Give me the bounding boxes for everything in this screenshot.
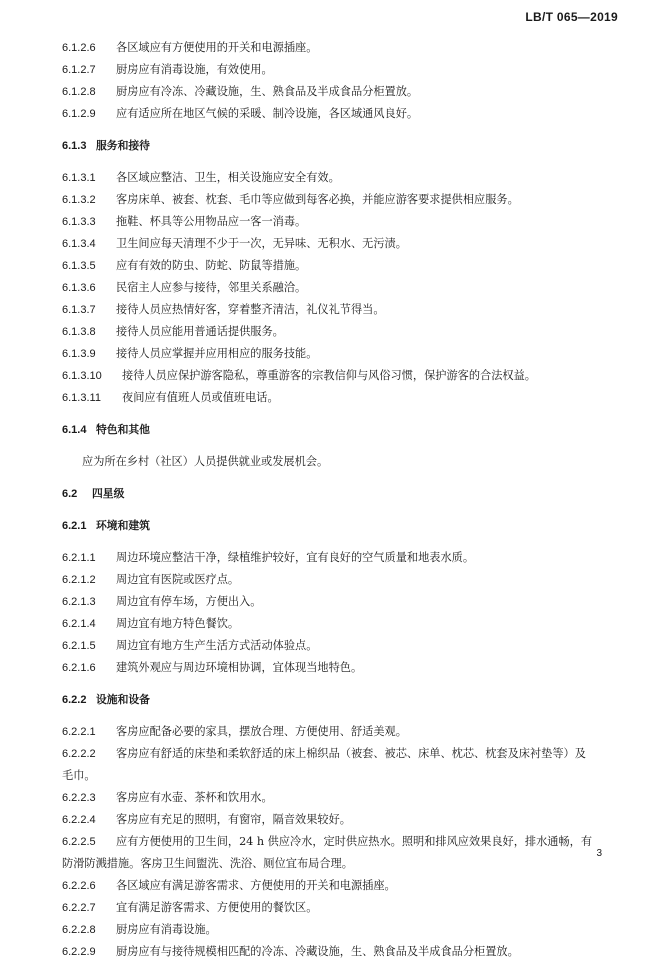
clause-item bbox=[62, 547, 622, 569]
clause-text: 接待人员应保护游客隐私，尊重游客的宗教信仰与风俗习惯，保护游客的合法权益。 bbox=[122, 369, 536, 382]
section-6-1-2-tail bbox=[62, 37, 622, 125]
clause-item bbox=[62, 941, 622, 963]
clause-item bbox=[62, 37, 622, 59]
clause-number: 6.1.2.7 bbox=[62, 64, 96, 76]
section-heading-6-1-4 bbox=[62, 419, 622, 441]
clause-text: 各区域应有满足游客需求、方便使用的开关和电源插座。 bbox=[116, 879, 396, 892]
clause-item bbox=[62, 277, 622, 299]
clause-number: 6.1.3.3 bbox=[62, 216, 96, 228]
section-6-2-2-items bbox=[62, 721, 622, 963]
clause-number: 6.1.3.2 bbox=[62, 194, 96, 206]
clause-number: 6.2.1.1 bbox=[62, 552, 96, 564]
clause-item bbox=[62, 569, 622, 591]
clause-text: 客房床单、被套、枕套、毛巾等应做到每客必换，并能应游客要求提供相应服务。 bbox=[116, 193, 519, 206]
heading-title: 特色和其他 bbox=[96, 423, 150, 436]
clause-text-continued: 毛巾。 bbox=[62, 769, 96, 782]
clause-text: 周边宜有地方特色餐饮。 bbox=[116, 617, 240, 630]
heading-title: 四星级 bbox=[92, 487, 125, 500]
clause-item bbox=[62, 59, 622, 81]
heading-number: 6.2.2 bbox=[62, 694, 87, 706]
clause-text: 接待人员应能用普通话提供服务。 bbox=[116, 325, 284, 338]
clause-item bbox=[62, 635, 622, 657]
clause-item bbox=[62, 743, 622, 787]
clause-text: 应有方便使用的卫生间，24 h 供应冷水，定时供应热水。照明和排风应效果良好，排水通畅，有 bbox=[116, 835, 593, 848]
heading-title: 环境和建筑 bbox=[96, 519, 150, 532]
clause-item bbox=[62, 613, 622, 635]
clause-number: 6.1.3.8 bbox=[62, 326, 96, 338]
clause-number: 6.1.2.6 bbox=[62, 42, 96, 54]
clause-item bbox=[62, 875, 622, 897]
clause-number: 6.1.2.9 bbox=[62, 108, 96, 120]
clause-number: 6.2.2.7 bbox=[62, 902, 96, 914]
clause-item bbox=[62, 387, 622, 409]
clause-number: 6.1.3.11 bbox=[62, 392, 101, 404]
clause-number: 6.2.1.2 bbox=[62, 574, 96, 586]
heading-number: 6.2.1 bbox=[62, 520, 87, 532]
heading-number: 6.2 bbox=[62, 488, 78, 500]
clause-number: 6.2.2.1 bbox=[62, 726, 96, 738]
clause-text: 周边宜有地方生产生活方式活动体验点。 bbox=[116, 639, 318, 652]
clause-number: 6.2.1.3 bbox=[62, 596, 96, 608]
clause-text: 客房应有舒适的床垫和柔软舒适的床上棉织品（被套、被芯、床单、枕芯、枕套及床衬垫等）及 bbox=[116, 747, 586, 760]
section-heading-6-2 bbox=[62, 483, 622, 505]
clause-text: 周边宜有医院或医疗点。 bbox=[116, 573, 240, 586]
clause-item bbox=[62, 657, 622, 679]
clause-item bbox=[62, 233, 622, 255]
clause-text: 夜间应有值班人员或值班电话。 bbox=[122, 391, 279, 404]
clause-text: 厨房应有冷冻、冷藏设施，生、熟食品及半成食品分柜置放。 bbox=[116, 85, 419, 98]
clause-text: 厨房应有与接待规模相匹配的冷冻、冷藏设施，生、熟食品及半成食品分柜置放。 bbox=[116, 945, 519, 958]
heading-number: 6.1.4 bbox=[62, 424, 87, 436]
page-number: 3 bbox=[596, 848, 602, 859]
clause-text: 建筑外观应与周边环境相协调，宜体现当地特色。 bbox=[116, 661, 363, 674]
clause-text: 接待人员应热情好客，穿着整齐清洁，礼仪礼节得当。 bbox=[116, 303, 385, 316]
clause-number: 6.1.3.9 bbox=[62, 348, 96, 360]
clause-item bbox=[62, 787, 622, 809]
clause-item bbox=[62, 103, 622, 125]
clause-item bbox=[62, 321, 622, 343]
clause-text: 各区域应有方便使用的开关和电源插座。 bbox=[116, 41, 318, 54]
clause-text: 卫生间应每天清理不少于一次，无异味、无积水、无污渍。 bbox=[116, 237, 407, 250]
clause-number: 6.2.2.9 bbox=[62, 946, 96, 958]
clause-item bbox=[62, 167, 622, 189]
section-6-2-1-items bbox=[62, 547, 622, 679]
clause-item bbox=[62, 897, 622, 919]
clause-text-continued: 防滑防溅措施。客房卫生间盥洗、洗浴、厕位宜布局合理。 bbox=[62, 857, 353, 870]
document-code: LB/T 065—2019 bbox=[525, 10, 618, 24]
clause-item bbox=[62, 189, 622, 211]
clause-text: 厨房应有消毒设施。 bbox=[116, 923, 217, 936]
clause-item bbox=[62, 919, 622, 941]
clause-number: 6.2.1.6 bbox=[62, 662, 96, 674]
clause-number: 6.2.2.3 bbox=[62, 792, 96, 804]
clause-number: 6.2.2.4 bbox=[62, 814, 96, 826]
clause-item bbox=[62, 343, 622, 365]
clause-number: 6.2.2.2 bbox=[62, 748, 96, 760]
clause-number: 6.1.3.10 bbox=[62, 370, 102, 382]
heading-title: 服务和接待 bbox=[96, 139, 150, 152]
clause-text: 宜有满足游客需求、方便使用的餐饮区。 bbox=[116, 901, 318, 914]
clause-number: 6.2.2.8 bbox=[62, 924, 96, 936]
section-6-1-3-items bbox=[62, 167, 622, 409]
clause-text: 应有适应所在地区气候的采暖、制冷设施，各区域通风良好。 bbox=[116, 107, 419, 120]
clause-number: 6.1.3.4 bbox=[62, 238, 96, 250]
clause-text: 周边环境应整洁干净，绿植维护较好，宜有良好的空气质量和地表水质。 bbox=[116, 551, 475, 564]
clause-number: 6.1.2.8 bbox=[62, 86, 96, 98]
section-heading-6-2-2 bbox=[62, 689, 622, 711]
clause-item bbox=[62, 365, 622, 387]
document-body bbox=[62, 37, 622, 963]
clause-text: 民宿主人应参与接待，邻里关系融洽。 bbox=[116, 281, 307, 294]
paragraph: 应为所在乡村（社区）人员提供就业或发展机会。 bbox=[82, 455, 329, 468]
section-heading-6-2-1 bbox=[62, 515, 622, 537]
clause-item bbox=[62, 299, 622, 321]
clause-number: 6.2.2.5 bbox=[62, 836, 96, 848]
clause-text: 拖鞋、杯具等公用物品应一客一消毒。 bbox=[116, 215, 307, 228]
clause-number: 6.1.3.5 bbox=[62, 260, 96, 272]
heading-number: 6.1.3 bbox=[62, 140, 87, 152]
clause-number: 6.2.1.4 bbox=[62, 618, 96, 630]
clause-text: 接待人员应掌握并应用相应的服务技能。 bbox=[116, 347, 318, 360]
clause-number: 6.1.3.7 bbox=[62, 304, 96, 316]
section-heading-6-1-3 bbox=[62, 135, 622, 157]
clause-text: 应有有效的防虫、防蛇、防鼠等措施。 bbox=[116, 259, 307, 272]
clause-item bbox=[62, 831, 622, 875]
clause-text: 厨房应有消毒设施，有效使用。 bbox=[116, 63, 273, 76]
clause-number: 6.2.1.5 bbox=[62, 640, 96, 652]
clause-item bbox=[62, 591, 622, 613]
clause-text: 周边宜有停车场，方便出入。 bbox=[116, 595, 262, 608]
clause-item bbox=[62, 255, 622, 277]
clause-item bbox=[62, 809, 622, 831]
clause-number: 6.2.2.6 bbox=[62, 880, 96, 892]
clause-item bbox=[62, 211, 622, 233]
heading-title: 设施和设备 bbox=[96, 693, 150, 706]
clause-text: 客房应配备必要的家具，摆放合理、方便使用、舒适美观。 bbox=[116, 725, 407, 738]
clause-item bbox=[62, 721, 622, 743]
clause-text: 各区域应整洁、卫生，相关设施应安全有效。 bbox=[116, 171, 340, 184]
clause-item bbox=[62, 81, 622, 103]
clause-text: 客房应有水壶、茶杯和饮用水。 bbox=[116, 791, 273, 804]
clause-number: 6.1.3.1 bbox=[62, 172, 96, 184]
clause-text: 客房应有充足的照明，有窗帘，隔音效果较好。 bbox=[116, 813, 351, 826]
clause-number: 6.1.3.6 bbox=[62, 282, 96, 294]
